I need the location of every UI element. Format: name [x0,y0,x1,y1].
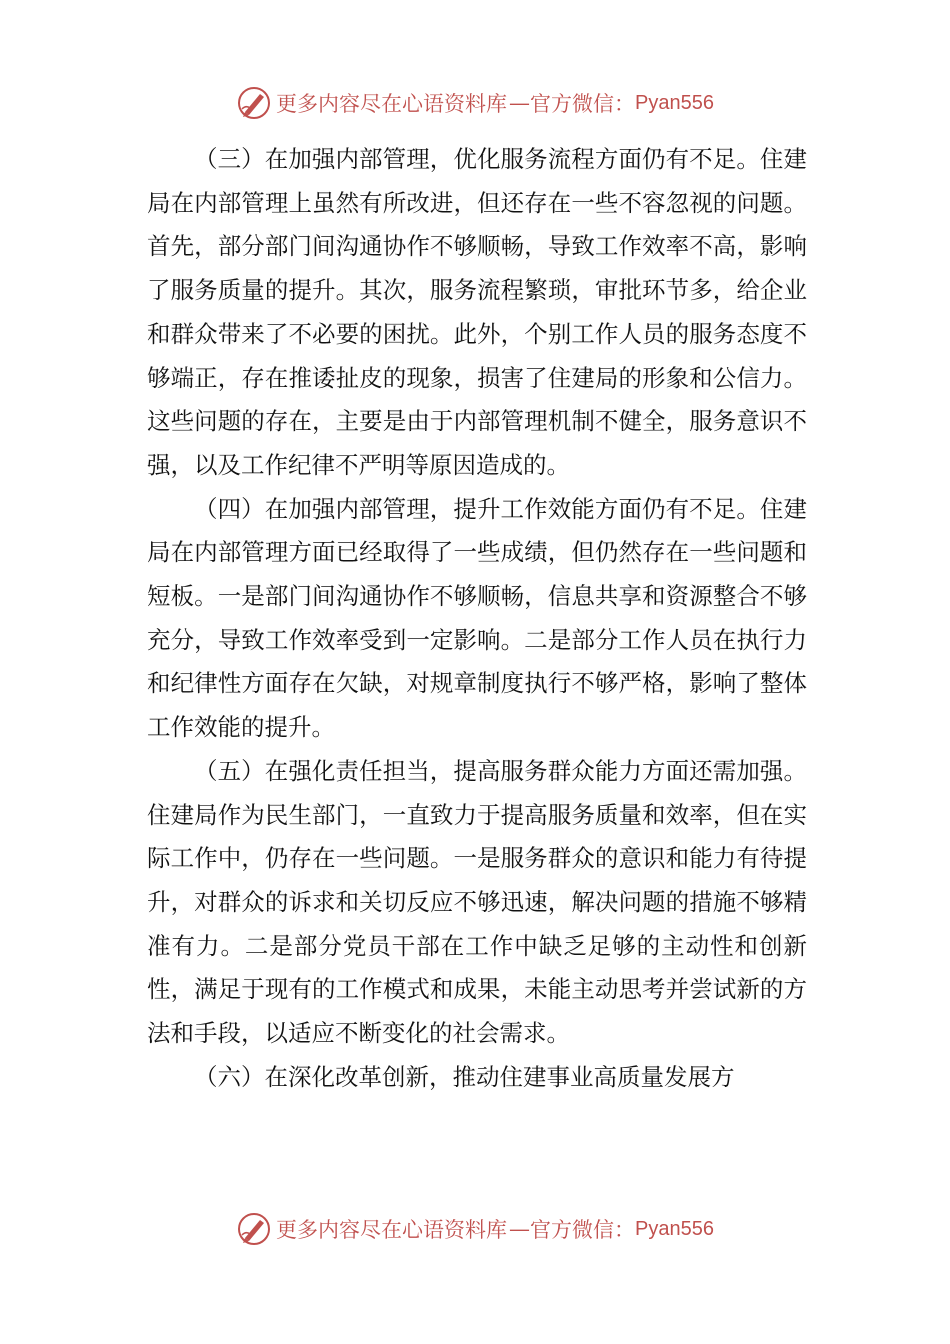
paragraph-4: （四）在加强内部管理，提升工作效能方面仍有不足。住建局在内部管理方面已经取得了一些成绩，但仍然存在一些问题和短板。一是部门间沟通协作不够顺畅，信息共享和资源整合不够充分，导致工作效率受到一定影响。二是部分工作人员在执行力和纪律性方面存在欠缺，对规章制度执行不够严格，影响了整体工作效能的提升。 [147,494,807,742]
watermark-separator: — [509,91,529,115]
watermark-brand: 更多内容尽在心语资料库 [276,1218,508,1242]
footer-watermark [0,1209,950,1249]
paragraph-5: （五）在强化责任担当，提高服务群众能力方面还需加强。住建局作为民生部门，一直致力于提高服务质量和效率，但在实际工作中，仍存在一些问题。一是服务群众的意识和能力有待提升，对群众的诉求和关切反应不够迅速，解决问题的措施不够精准有力。二是部分党员干部在工作中缺乏足够的主动性和创新性，满足于现有的工作模式和成果，未能主动思考并尝试新的方法和手段，以适应不断变化的社会需求。 [147,756,807,1048]
watermark-code: Pyan556 [635,1217,714,1240]
watermark-label: 官方微信： [530,1218,636,1242]
header-watermark [0,83,950,123]
watermark-label: 官方微信： [530,92,636,116]
pen-circle-logo-icon [236,1211,272,1247]
pen-circle-logo-icon [236,85,272,121]
paragraph-6: （六）在深化改革创新，推动住建事业高质量发展方 [194,1062,735,1091]
watermark-brand: 更多内容尽在心语资料库 [276,92,508,116]
watermark-code: Pyan556 [635,91,714,114]
document-body [147,138,807,1099]
watermark-separator: — [509,1217,529,1241]
paragraph-3: （三）在加强内部管理，优化服务流程方面仍有不足。住建局在内部管理上虽然有所改进，但还存在一些不容忽视的问题。首先，部分部门间沟通协作不够顺畅，导致工作效率不高，影响了服务质量的提升。其次，服务流程繁琐，审批环节多，给企业和群众带来了不必要的困扰。此外，个别工作人员的服务态度不够端正，存在推诿扯皮的现象，损害了住建局的形象和公信力。这些问题的存在，主要是由于内部管理机制不健全，服务意识不强，以及工作纪律不严明等原因造成的。 [147,145,807,479]
